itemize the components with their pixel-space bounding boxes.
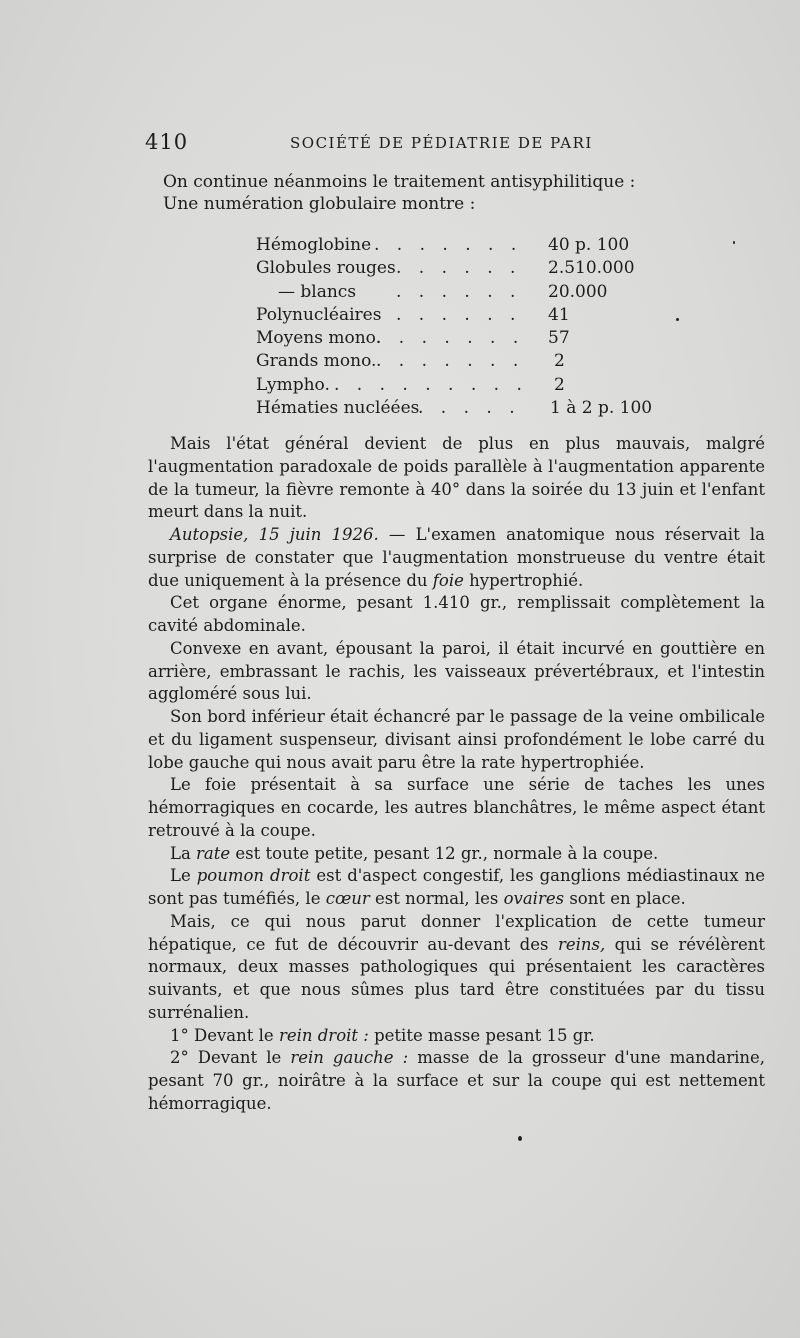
paragraph-text: petite masse pesant 15 gr. [368,1025,595,1045]
paragraph [148,433,765,524]
row-value: 2.510.000 [548,258,635,279]
paragraph [148,706,765,774]
paragraph-text: qui se révélèrent normaux, deux masses pathologiques qui présentaient les caractères suivants, et que nous sûmes plus tard être constituées par du tissu surrénalien. [148,934,766,1022]
leader-dots: . . . . . . . . . [334,374,528,395]
paragraph [148,843,765,866]
paragraph-text: est d'aspect congestif, les ganglions médiastinaux ne sont pas tuméfiés, le [148,866,765,908]
paragraph [148,1025,765,1048]
row-label: Hémoglobine [256,235,372,255]
ink-speck [676,318,679,321]
paragraph-text: Son bord inférieur était échancré par le passage de la veine ombilicale et du ligament suspenseur, divisant ainsi profondément le lobe carré du lobe gauche qui nous avait paru être la rate hypertrophiée. [148,707,765,772]
emphasis: foie [432,570,464,590]
row-label: Polynucléaires [256,304,382,325]
row-value: 41 [548,304,570,325]
paragraph-text: hypertrophié. [463,570,584,590]
paragraph-text: est toute petite, pesant 12 gr., normale à la coupe. [230,843,659,863]
row-value: 2 [554,351,565,372]
emphasis: poumon droit [196,866,311,886]
leader-dots: . . . . . . . [376,351,525,372]
page-header [145,130,785,160]
emphasis: ovaires [503,889,565,908]
paragraph-text: Mais, ce qui nous parut donner l'explication de cette tumeur hépatique, ce fut de découvrir au-devant des [148,911,765,954]
row-label: Hématies nucléées [256,398,420,419]
row-label: Globules rouges [256,258,396,279]
row-label: Moyens mono. [256,328,382,349]
emphasis: rein gauche : [290,1048,409,1068]
paragraph-text: 1° Devant le [170,1025,279,1045]
emphasis: cœur [325,889,370,908]
row-label: Grands mono. [256,351,377,372]
paragraph [148,638,765,706]
paragraph-text: La [170,843,197,863]
autopsy-heading: Autopsie, 15 juin 1926. [170,525,379,544]
paragraph-text: — L'examen anatomique nous réservait la surprise de constater que l'augmentation monstrueuse du ventre était due uniquement à la présence du [148,525,765,590]
intro-line-2: Une numération globulaire montre : [163,194,476,214]
paragraph [148,592,765,638]
page-number: 410 [145,130,189,154]
intro-text [163,171,635,215]
emphasis: rate [196,843,231,863]
ink-speck [518,1136,522,1141]
row-value: 2 [554,374,565,395]
body-text [148,433,765,1116]
row-value: 57 [548,328,570,349]
ink-speck [733,241,735,244]
paragraph [148,1047,765,1115]
paragraph-text: Convexe en avant, épousant la paroi, il était incurvé en gouttière en arrière, embrassant le rachis, les vaisseaux prévertébraux, et l'intestin aggloméré sous lui. [148,638,765,704]
paragraph [148,524,765,592]
paragraph-text: Le foie présentait à sa surface une série de taches les unes hémorragiques en cocarde, les autres blanchâtres, le même aspect étant retrouvé à la coupe. [148,775,765,840]
paragraph-text: Mais l'état général devient de plus en plus mauvais, malgré l'augmentation paradoxale de poids parallèle à l'augmentation apparente de la tumeur, la fièvre remonte à 40° dans la soirée du 13 juin et l'enfant meurt dans la nuit. [148,434,765,522]
row-value: 1 à 2 p. 100 [550,398,653,419]
paragraph-text: 2° Devant le [170,1048,291,1068]
paragraph-text: est normal, les [369,889,504,908]
intro-line-1: On continue néanmoins le traitement antisyphilitique : [163,172,636,192]
leader-dots: . . . . . . [396,281,522,302]
leader-dots: . . . . . [418,398,521,419]
leader-dots: . . . . . . . [376,328,525,349]
paragraph-text: masse de la grosseur d'une mandarine, pesant 70 gr., noirâtre à la surface et sur la coupe qui est nettement hémorragique. [148,1048,766,1113]
leader-dots: . . . . . . [396,258,522,279]
paragraph [148,911,765,1025]
paragraph [148,774,765,842]
paragraph-text: sont en place. [564,889,686,908]
row-label: Lympho. [256,374,330,395]
leader-dots: . . . . . . [396,304,522,325]
running-title: SOCIÉTÉ DE PÉDIATRIE DE PARI [290,134,593,152]
leader-dots: . . . . . . . [374,235,523,255]
row-value: 40 p. 100 [548,235,630,255]
row-value: 20.000 [548,281,608,302]
paragraph [148,865,765,911]
emphasis: rein droit : [278,1025,369,1045]
row-label: — blancs [278,281,357,302]
paragraph-text: Le [170,866,197,886]
emphasis: reins, [557,934,606,954]
paragraph-text: Cet organe énorme, pesant 1.410 gr., remplissait complètement la cavité abdominale. [148,593,765,635]
